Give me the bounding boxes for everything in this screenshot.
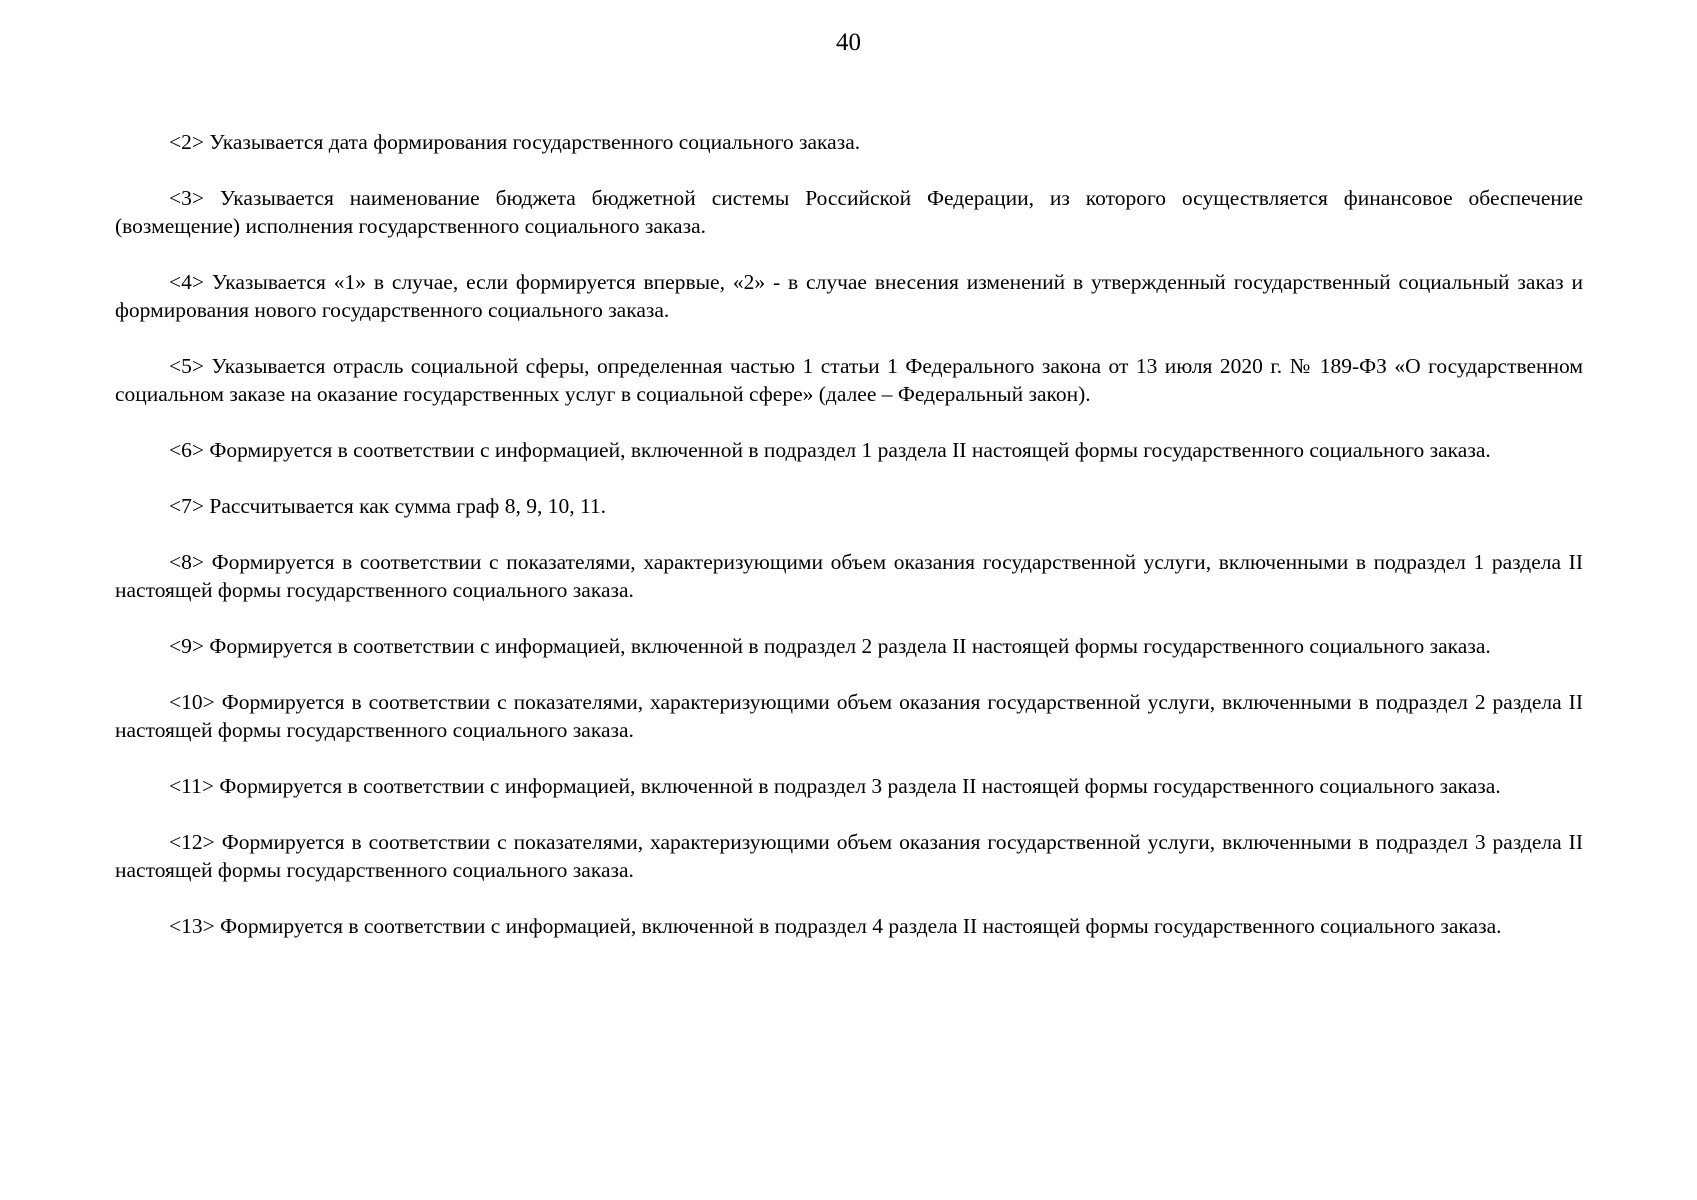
footnote-4: <4> Указывается «1» в случае, если формируется впервые, «2» - в случае внесения изменений в утвержденный государственный социальный заказ и формирования нового государственного социального заказа. [115,270,1583,322]
page-number: 40 [836,29,861,56]
footnote-10: <10> Формируется в соответствии с показателями, характеризующими объем оказания государственной услуги, включенными в подраздел 2 раздела II настоящей формы государственного социального заказа. [115,690,1583,742]
footnote-8: <8> Формируется в соответствии с показателями, характеризующими объем оказания государственной услуги, включенными в подраздел 1 раздела II настоящей формы государственного социального заказа. [115,550,1583,602]
footnote-2: <2> Указывается дата формирования государственного социального заказа. [169,130,861,154]
footnote-9: <9> Формируется в соответствии с информацией, включенной в подраздел 2 раздела II настоящей формы государственного социального заказа. [169,634,1491,658]
footnote-3: <3> Указывается наименование бюджета бюджетной системы Российской Федерации, из которого осуществляется финансовое обеспечение (возмещение) исполнения государственного социального заказа. [115,186,1583,238]
footnote-11: <11> Формируется в соответствии с информацией, включенной в подраздел 3 раздела II настоящей формы государственного социального заказа. [169,774,1501,798]
footnote-12: <12> Формируется в соответствии с показателями, характеризующими объем оказания государственной услуги, включенными в подраздел 3 раздела II настоящей формы государственного социального заказа. [115,830,1583,882]
footnotes-list [115,128,1583,968]
footnote-13: <13> Формируется в соответствии с информацией, включенной в подраздел 4 раздела II настоящей формы государственного социального заказа. [169,914,1502,938]
footnote-7: <7> Рассчитывается как сумма граф 8, 9, 10, 11. [169,494,607,518]
footnote-6: <6> Формируется в соответствии с информацией, включенной в подраздел 1 раздела II настоящей формы государственного социального заказа. [169,438,1491,462]
footnote-5: <5> Указывается отрасль социальной сферы, определенная частью 1 статьи 1 Федерального закона от 13 июля 2020 г. № 189-ФЗ «О государственном социальном заказе на оказание государственных услуг в социальной сфере» (далее – Федеральный закон). [115,354,1583,406]
